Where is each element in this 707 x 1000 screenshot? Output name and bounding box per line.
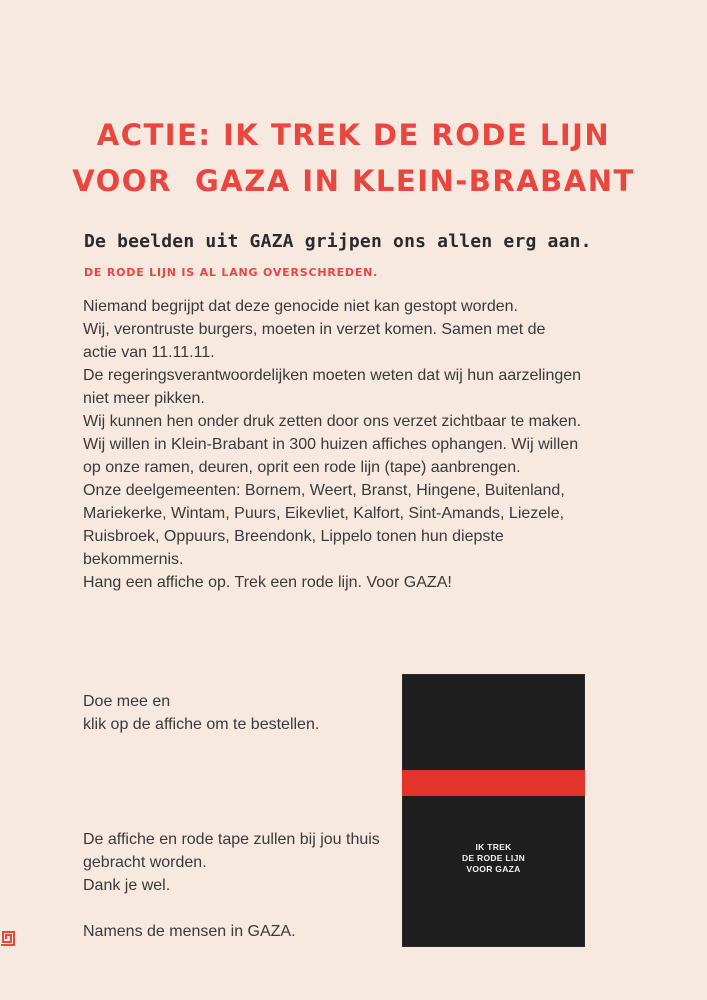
poster-red-band — [402, 770, 585, 796]
signoff: Namens de mensen in GAZA. — [83, 923, 296, 940]
body-paragraph: Wij kunnen hen onder druk zetten door ons verzet zichtbaar te maken. — [83, 413, 582, 430]
cta-line-2: klik op de affiche om te bestellen. — [83, 716, 320, 733]
call-to-action — [83, 690, 383, 736]
subtitle: De beelden uit GAZA grijpen ons allen erg aan. — [84, 231, 592, 252]
page-title-line-2: VOOR GAZA IN KLEIN-BRABANT — [72, 164, 635, 198]
poster-order-link[interactable] — [402, 674, 585, 947]
body-paragraph: Hang een affiche op. Trek een rode lijn. Voor GAZA! — [83, 574, 452, 591]
body-text — [83, 295, 586, 594]
cta-line-1: Doe mee en — [83, 693, 171, 710]
poster-text — [402, 842, 585, 875]
delivery-line: De affiche en rode tape zullen bij jou thuis gebracht worden. — [83, 831, 380, 871]
delivery-note — [83, 828, 403, 897]
body-paragraph: Wij, verontruste burgers, moeten in verzet komen. Samen met de actie van 11.11.11. — [83, 321, 550, 361]
red-line-note: DE RODE LIJN IS AL LANG OVERSCHREDEN. — [84, 266, 379, 279]
poster-line-3: VOOR GAZA — [466, 864, 521, 874]
poster-line-2: DE RODE LIJN — [461, 853, 526, 863]
poster-line-1: IK TREK — [475, 842, 512, 852]
body-paragraph: De regeringsverantwoordelijken moeten weten dat wij hun aarzelingen niet meer pikken. — [83, 367, 586, 407]
body-paragraph: Onze deelgemeenten: Bornem, Weert, Branst, Hingene, Buitenland, Mariekerke, Wintam, Puurs, Eikevliet, Kalfort, Sint-Amands, Liezele, Ruisbroek, Oppuurs, Breendonk, Lippelo tonen hun diepste bekommernis. — [83, 482, 570, 568]
body-paragraph: Wij willen in Klein-Brabant in 300 huizen affiches ophangen. Wij willen op onze ramen, deuren, oprit een rode lijn (tape) aanbrengen. — [83, 436, 583, 476]
greek-key-icon — [0, 930, 16, 946]
page-title-line-1: ACTIE: IK TREK DE RODE LIJN — [96, 118, 611, 152]
page-title — [0, 112, 707, 204]
thanks-line: Dank je wel. — [83, 877, 171, 894]
body-paragraph: Niemand begrijpt dat deze genocide niet kan gestopt worden. — [83, 298, 518, 315]
